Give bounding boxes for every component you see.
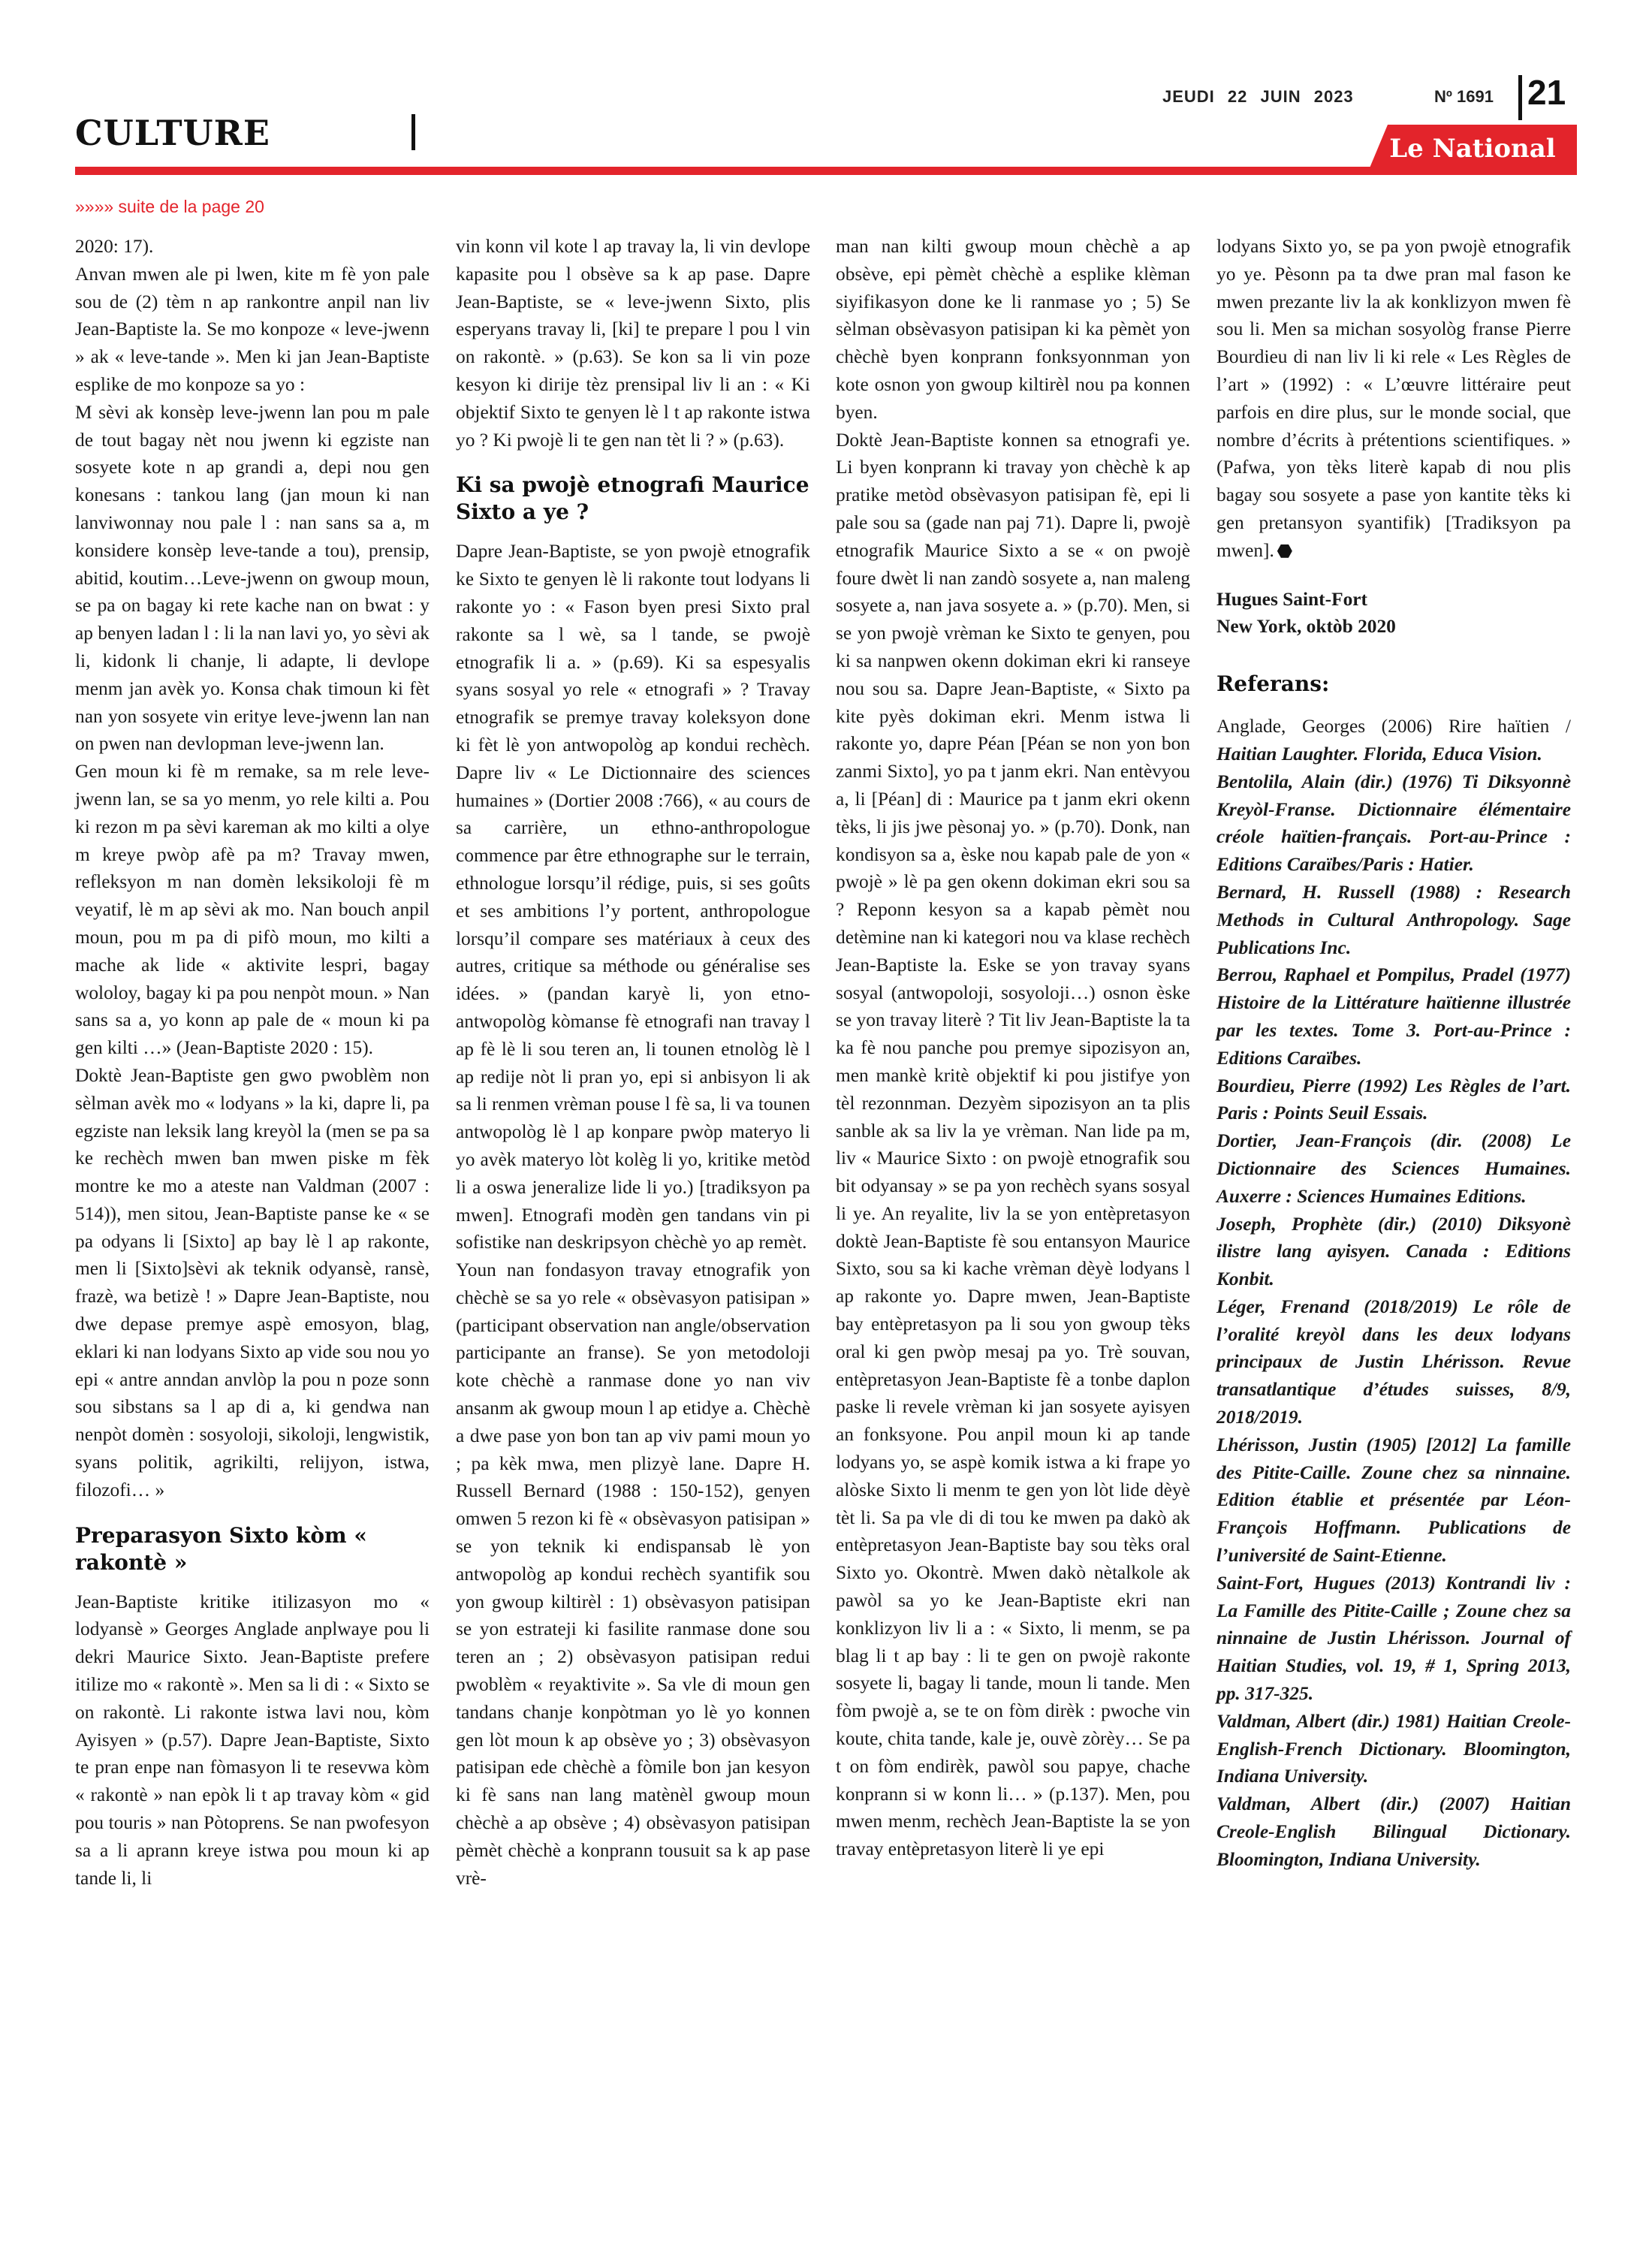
paragraph: Gen moun ki fè m remake, sa m rele leve-jwenn lan, se sa yo menm, yo rele kilti a. Pou ki rezon m pa sèvi kareman ak mo kilti a olye m kreye pwòp afè pa m? Travay mwen, refleksyon m nan domèn leksikoloji fè m veyatif, lè m ap sèvi ak mo. Nan bouch anpil moun, pou m pa di pifò moun, mo kilti a mache ak lide « aktivite lespri, bagay wololoy, bagay ki pa pou nenpòt moun. » Nan sans sa a, yo konn ap pale de « moun ki pa gen kilti …» (Jean-Baptiste 2020 : 15).: [75, 761, 430, 1059]
article-column-4: [1216, 233, 1571, 1874]
page-number: 21: [1527, 73, 1566, 112]
continued-from-note: »»»» suite de la page 20: [75, 197, 264, 216]
page-number-divider: [1518, 75, 1522, 120]
paragraph: [1216, 233, 1571, 565]
end-of-article-icon: [1277, 544, 1292, 558]
paragraph: Dapre Jean-Baptiste, se yon pwojè etnografik ke Sixto te genyen lè li rakonte tout lodyans li rakonte yo : « Fason byen presi Sixto pral rakonte sa l wè, sa l tande, se pwojè etnografik li a. » (p.69). Ki sa espesyalis syans sosyal yo rele « etnografi » ? Travay etnografik se premye travay koleksyon done ki fèt lè yon antwopològ ap kondui rechèch. Dapre liv « Le Dictionnaire des sciences humaines » (Dortier 2008 :766), « au cours de sa carrière, un ethno-anthropologue commence par être ethnographe sur le terrain, ethnologue lorsqu’il rédige, puis, si ses goûts et ses ambitions l’y portent, anthropologue lorsqu’il compare ses matériaux à ceux des autres, critique sa méthode ou généralise ses idées. » (pandan karyè li, yon etno-antwopològ kòmanse fè etnografi nan travay l ap fè lè li sou teren an, li tounen etnològ lè l ap redije nòt li pran yo, epi si anbisyon li ak sa li renmen vrèman pouse l fè sa, li va tounen antwopològ lè l ap konpare pwòp materyo li yo avèk materyo lòt kolèg li yo, kritike metòd li a oswa jeneralize lide li yo.) [tradiksyon pa mwen]. Etnografi modèn gen tandans vin pi sofistike nan deskripsyon chèchè yo ap remèt.: [456, 541, 810, 1253]
brand-name: Le National: [1389, 134, 1556, 164]
reference-item: Valdman, Albert (dir.) (2007) Haitian Creole-English Bilingual Dictionary. Bloomington, Indiana University.: [1216, 1793, 1571, 1870]
issue-number: Nº 1691: [1434, 87, 1494, 106]
subheading: Ki sa pwojè etnografi Maurice Sixto a ye ?: [456, 472, 809, 525]
paragraph: M sèvi ak konsèp leve-jwenn lan pou m pale de tout bagay nèt nou jwenn ki egziste nan sosyete kote n ap grandi a, depi nou gen konesans : tankou lang (jan moun ki nan lanviwonnay nou pale l : nan sans sa a, m konsidere konsèp leve-tande a tou), prensip, abitid, koutim…Leve-jwenn on gwoup moun, se pa on bagay ki rete kache nan on bwat : y ap benyen ladan l : li la nan lavi yo, yo sèvi ak li, kidonk li chanje, li adapte, li devlope menm jan avèk yo. Konsa chak timoun ki fèt nan yon sosyete vin eritye leve-jwenn lan nan on pwen nan devlopman leve-jwenn lan.: [75, 401, 430, 755]
paragraph: Doktè Jean-Baptiste konnen sa etnografi ye. Li byen konprann ki travay yon chèchè k ap pratike metòd obsèvasyon patisipan fè, epi li pale sou sa (gade nan paj 71). Dapre li, pwojè etnografik Maurice Sixto a se « on pwojè foure dwèt li nan zandò sosyete a, nan maleng sosyete a, nan java sosyete a. » (p.70). Men, si se yon pwojè vrèman ke Sixto te genyen, pou ki sa nanpwen okenn dokiman ekri ki ranseye nou sou sa. Dapre Jean-Baptiste, « Sixto pa kite pyès dokiman ekri. Menm istwa li rakonte yo, dapre Péan [Péan se non yon bon zanmi Sixto], yo pa t janm ekri. Nan entèvyou a, li [Péan] di : Maurice pa t janm ekri okenn tèks, li jis jwe pèsonaj yo. » (p.70). Donk, nan kondisyon sa a, èske nou kapab pale de yon « pwojè » lè pa gen okenn dokiman ekri sou sa ? Reponn kesyon sa a kapab pèmèt nou detèmine nan ki kategori nou va klase rechèch Jean-Baptiste la. Eske se yon travay syans sosyal (antwopoloji, sosyoloji…) osnon èske se yon travay literè ? Tit liv Jean-Baptiste la ta ka fè nou panche pou premye sipozisyon an, men mankè kritè objektif ki pou jistifye yon tèl rezonnman. Dezyèm sipozisyon an ta plis sanble ak sa liv la ye vrèman. Nan lide pa m, liv « Maurice Sixto : on pwojè etnografik sou bit odyansay » se pa yon rechèch syans sosyal li ye. An reyalite, liv la se yon entèpretasyon doktè Jean-Baptiste fè sou entansyon Maurice Sixto, sou sa ki kache vrèman dèyè lodyans l ap rakonte yo. Dapre mwen, Jean-Baptiste bay entèpretasyon pa li sou yon gwoup tèks oral ki gen pwòp mesaj pa yo. Trè souvan, entèpretasyon Jean-Baptiste fè a tonbe daplon paske li revele vrèman ki jan sosyete ayisyen an fonksyone. Pou anpil moun ki ap tande lodyans yo, se aspè komik istwa a ki frape yo alòske Sixto li menm te gen yon lòt lide dèyè tèt li. Sa pa vle di di tou ke mwen pa dakò ak entèpretasyon Jean-Baptiste bay sou tèks oral Sixto yo. Okontrè. Mwen dakò nètalkole ak pawòl sa yo ke Jean-Baptiste ekri nan konklizyon liv li a : « Sixto, li menm, se pa blag li t ap bay : li te gen on pwojè rakonte sosyete li, bagay li tande, moun li tande. Men fòm pwojè a, se te on fòm dirèk : pwoche vin koute, chita tande, kale je, ouvè zòrèy… Se pa t on fòm endirèk, pawòl sou papye, chache konprann si w konn li… » (p.137). Men, pou mwen menm, rechèch Jean-Baptiste la se yon travay entèpretasyon literè li ye epi: [836, 429, 1190, 1860]
references-heading: Referans:: [1216, 671, 1330, 697]
author-location: New York, oktòb 2020: [1216, 616, 1396, 638]
reference-item: Berrou, Raphael et Pompilus, Pradel (1977) Histoire de la Littérature haïtienne illustrée par les textes. Tome 3. Port-au-Prince : Editions Caraïbes.: [1216, 964, 1571, 1069]
section-divider: [411, 114, 415, 150]
article-column-3: [836, 233, 1190, 1863]
issue-date: JEUDI 22 JUIN 2023: [1162, 87, 1354, 106]
reference-item: Valdman, Albert (dir.) 1981) Haitian Creole-English-French Dictionary. Bloomington, Indiana University.: [1216, 1710, 1571, 1787]
paragraph: 2020: 17).: [75, 236, 154, 257]
article-column-1: [75, 233, 430, 1892]
author-name: Hugues Saint-Fort: [1216, 588, 1368, 610]
header-rule: [75, 167, 1577, 175]
reference-item: Bentolila, Alain (dir.) (1976) Ti Diksyonnè Kreyòl-Franse. Dictionnaire élémentaire créole haïtien-français. Port-au-Prince : Editions Caraïbes/Paris : Hatier.: [1216, 771, 1571, 876]
closing-paragraph: lodyans Sixto yo, se pa yon pwojè etnografik yo ye. Pèsonn pa ta dwe pran mal fason ke mwen prezante liv la ak konklizyon mwen fè sou li. Men sa michan sosyològ franse Pierre Bourdieu di nan liv li ki rele « Les Règles de l’art » (1992) : « L’œuvre littéraire peut parfois en dire plus, sur le monde social, que nombre d’écrits à prétentions scientifiques. » (Pafwa, yon tèks literè kapab di nou plis bagay sou sosyete a pase yon kantite tèks ki gen pretansyon syantifik) [Tradiksyon pa mwen].: [1216, 236, 1571, 561]
paragraph: Anvan mwen ale pi lwen, kite m fè yon pale sou de (2) tèm n ap rankontre anpil nan liv Jean-Baptiste la. Se mo konpoze « leve-jwenn » ak « leve-tande ». Men ki jan Jean-Baptiste esplike de mo konpoze sa yo :: [75, 263, 430, 395]
reference-item: Saint-Fort, Hugues (2013) Kontrandi liv : La Famille des Pitite-Caille ; Zoune chez sa ninnaine de Justin Lhérisson. Journal of Haitian Studies, vol. 19, # 1, Spring 2013, pp. 317-325.: [1216, 1572, 1571, 1705]
reference-item: Dortier, Jean-François (dir. (2008) Le Dictionnaire des Sciences Humaines. Auxerre : Sciences Humaines Editions.: [1216, 1130, 1571, 1207]
paragraph: Jean-Baptiste kritike itilizasyon mo « lodyansè » Georges Anglade anplwaye pou li dekri Maurice Sixto. Jean-Baptiste prefere itilize mo « rakontè ». Men sa li di : « Sixto se on rakontè. Li rakonte istwa lavi nou, kòm Ayisyen » (p.57). Dapre Jean-Baptiste, Sixto te pran enpe nan fòmasyon li te resevwa kòm « rakontè » nan epòk li t ap travay kòm « gid pou touris » nan Pòtoprens. Se nan pwofesyon sa a li aprann kreye istwa pou moun ki ap tande li, li: [75, 1591, 430, 1889]
paragraph: Youn nan fondasyon travay etnografik yon chèchè se sa yo rele « obsèvasyon patisipan » (participant observation nan angle/observation participante an franse). Se yon metodoloji kote chèchè a ranmase done yo nan viv ansanm ak gwoup moun l ap etidye a. Chèchè a dwe pase yon bon tan ap viv pami moun yo ; pa kèk mwa, men plizyè lane. Dapre H. Russell Bernard (1988 : 150-152), genyen omwen 5 rezon ki fè « obsèvasyon patisipan » se yon teknik ki endispansab lè yon antwopològ ap kondui rechèch syantifik sou yon gwoup kiltirèl : 1) obsèvasyon patisipan se yon estrateji ki fasilite ranmase done sou teren an ; 2) obsèvasyon patisipan redui pwoblèm « reyaktivite ». Sa vle di moun gen tandans chanje konpòtman yo lè yo konnen gen lòt moun k ap obsève yo ; 3) obsèvasyon patisipan ede chèchè a fòmile bon jan kesyon ki fè sans nan lang matènèl gwoup moun chèchè a ap obsève ; 4) obsèvasyon patisipan pèmèt chèchè a konprann tousuit sa k ap pase vrè-: [456, 1259, 810, 1889]
paragraph: Doktè Jean-Baptiste gen gwo pwoblèm non sèlman avèk mo « lodyans » la ki, dapre li, pa egziste nan leksik lang kreyòl la (men se pa sa ke rechèch mwen ban mwen piske m fèk montre ke mo a ateste nan Valdman (2007 : 514)), men sitou, Jean-Baptiste panse ke « se pa odyans li [Sixto] ap bay lè l ap rakonte, men li [Sixto]sèvi ak teknik odyansè, ransè, frazè, wa betizè ! » Dapre Jean-Baptiste, nou dwe depase premye aspè emosyon, blag, eklari ki nan lodyans Sixto ap vide sou nou yo epi « antre anndan anvlòp la pou n poze sonn sou sibstans sa l ap di a, ki gendwa nan nenpòt domèn : sosyoloji, sikoloji, lengwistik, syans politik, agrikilti, relijyon, istwa, filozofi… »: [75, 1064, 430, 1500]
paragraph: vin konn vil kote l ap travay la, li vin devlope kapasite pou l obsève sa k ap pase. Dapre Jean-Baptiste, se « leve-jwenn Sixto, plis esperyans travay li, [ki] te prepare l pou l vin on rakontè. » (p.63). Se kon sa li vin poze kesyon ki dirije tèz prensipal liv li an : « Ki objektif Sixto te genyen lè l t ap rakonte istwa yo ? Ki pwojè li te gen nan tèt li ? » (p.63).: [456, 236, 810, 451]
reference-item: Lhérisson, Justin (1905) [2012] La famille des Pitite-Caille. Zoune chez sa ninnaine. Edition établie et présentée par Léon-François Hoffmann. Publications de l’université de Saint-Etienne.: [1216, 1434, 1571, 1567]
article-column-2: [456, 233, 810, 1892]
reference-item: Joseph, Prophète (dir.) (2010) Diksyonè ilistre lang ayisyen. Canada : Editions Konbit.: [1216, 1213, 1571, 1290]
reference-item: Bernard, H. Russell (1988) : Research Methods in Cultural Anthropology. Sage Publications Inc.: [1216, 881, 1571, 958]
reference-item: Anglade, Georges (2006) Rire haïtien / Haitian Laughter. Florida, Educa Vision.: [1216, 716, 1571, 765]
subheading: Preparasyon Sixto kòm « rakontè »: [75, 1522, 367, 1575]
reference-item: Léger, Frenand (2018/2019) Le rôle de l’oralité kreyòl dans les deux lodyans principaux de Justin Lhérisson. Revue transatlantique d’études suisses, 8/9, 2018/2019.: [1216, 1295, 1571, 1428]
reference-item: Bourdieu, Pierre (1992) Les Règles de l’art. Paris : Points Seuil Essais.: [1216, 1075, 1571, 1124]
section-title: CULTURE: [75, 113, 270, 153]
paragraph: man nan kilti gwoup moun chèchè a ap obsève, epi pèmèt chèchè a esplike klèman siyifikasyon done ke li ranmase yo ; 5) Se sèlman obsèvasyon patisipan ki ka pèmèt yon chèchè byen konprann fonksyonnman yon kote osnon yon gwoup kiltirèl nou pa konnen byen.: [836, 236, 1190, 423]
